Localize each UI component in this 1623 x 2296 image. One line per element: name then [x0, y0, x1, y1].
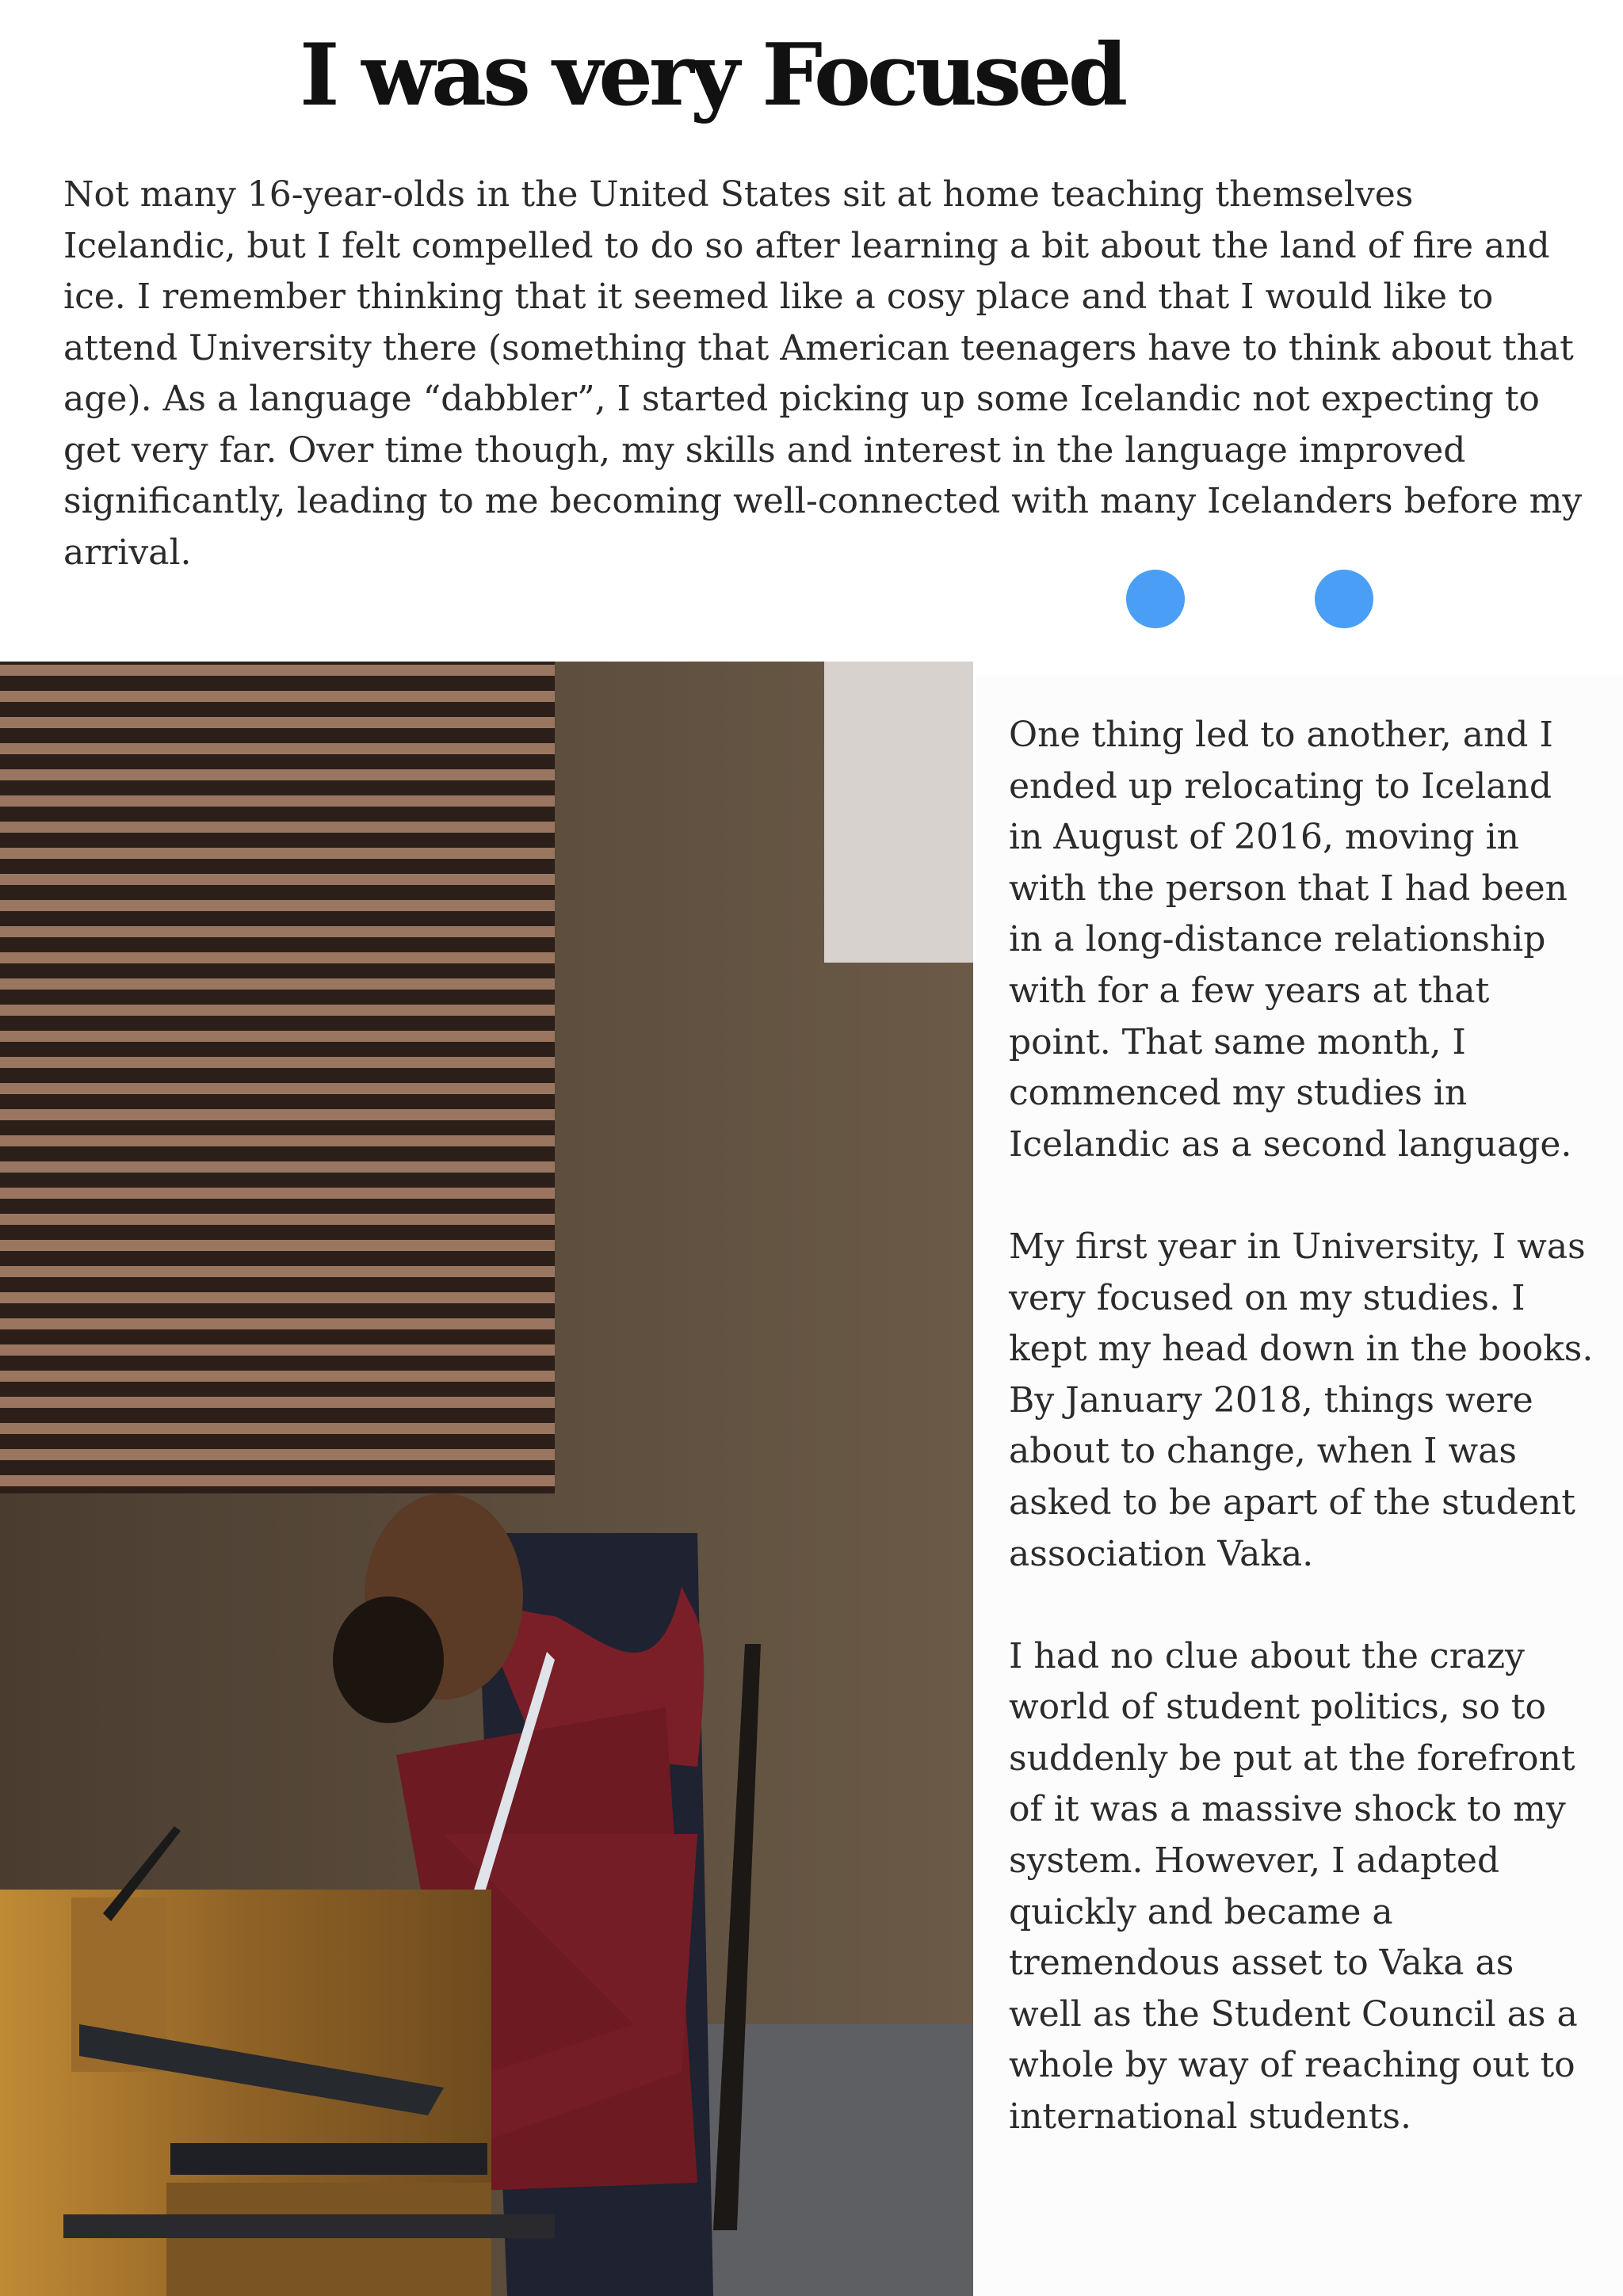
blue-dot-decoration — [1126, 570, 1185, 628]
intro-paragraph: Not many 16-year-olds in the United States sit at home teaching themselves Icelandic, but I felt compelled to do so after learning a bit about the land of fire and ice. I remember thinking that it seemed like a cosy place and that I would like to attend University there (something that American teenagers have to think about that age). As a language “dabbler”, I started picking up some Icelandic not expecting to get very far. Over time though, my skills and interest in the language improved significantly, leading to me becoming well-connected with many Icelanders before my arrival. — [63, 174, 1583, 573]
blue-dot-decoration — [1315, 570, 1373, 628]
speaker-photo — [0, 662, 973, 2296]
article-title: I was very Focused — [300, 25, 1125, 125]
body-paragraph: I had no clue about the crazy world of student politics, so to suddenly be put at the forefront of it was a massive shock to my system. However, I adapted quickly and became a tremendous asset to Vaka as well as the Student Council as a whole by way of reaching out to international students. — [1009, 1635, 1578, 2138]
body-paragraph: My first year in University, I was very focused on my studies. I kept my head down in the books. By January 2018, things were about to change, when I was asked to be apart of the student association Vaka. — [1009, 1226, 1594, 1574]
side-column-text — [1009, 710, 1595, 2194]
body-paragraph: One thing led to another, and I ended up relocating to Iceland in August of 2016, moving in with the person that I had been in a long-distance relationship with for a few years at that point. That same month, I commenced my studies in Icelandic as a second language. — [1009, 715, 1572, 1165]
